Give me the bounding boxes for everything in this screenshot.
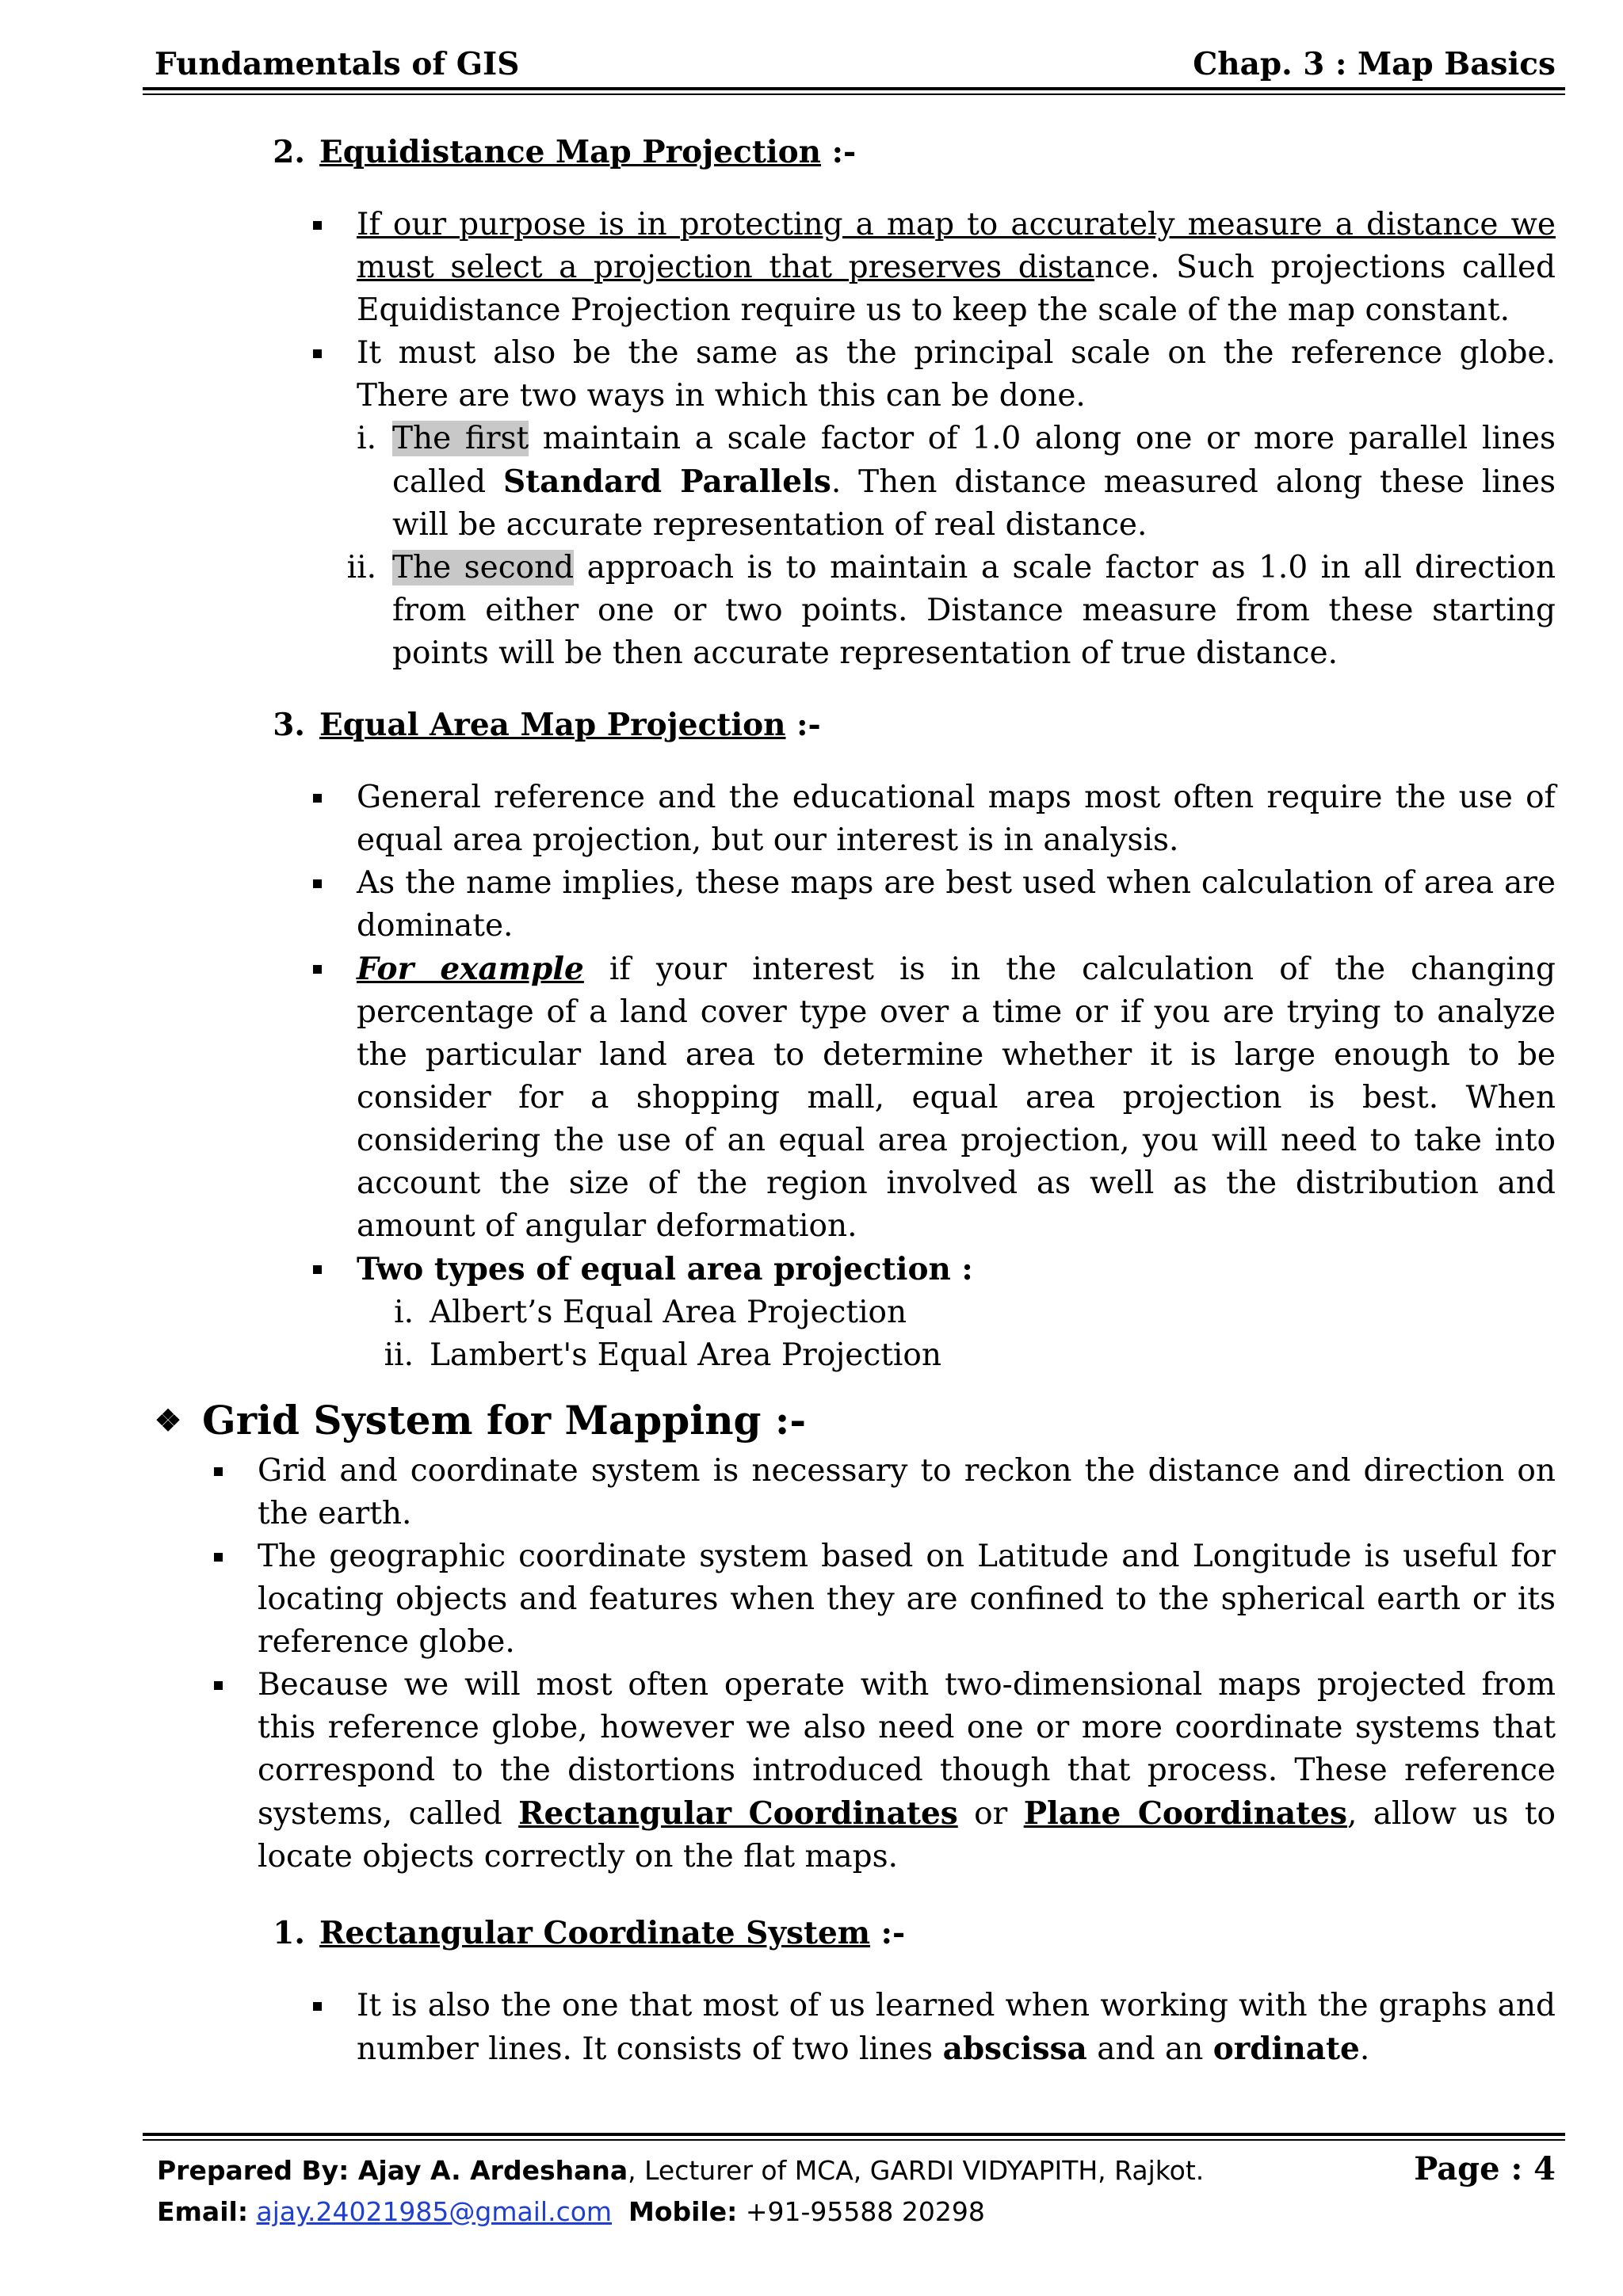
- underlined-text: If our purpose is in protecting a map to accurately measure a distance we must select a projection that preserves dista: [357, 207, 1556, 285]
- main-heading-grid-system: [155, 1399, 1556, 1442]
- bold-term: abscissa: [942, 2031, 1087, 2067]
- roman-numeral: ii.: [384, 1337, 414, 1373]
- text: , allow us to locate objects correctly on the flat maps.: [258, 1796, 1556, 1875]
- heading-text: Grid System for Mapping :-: [202, 1397, 807, 1444]
- equidistance-bullets: [155, 204, 1556, 418]
- square-bullet-icon: [313, 1265, 322, 1274]
- bold-term: ordinate: [1212, 2031, 1360, 2067]
- text: . Then distance measured along these lines will be accurate representation of real distance.: [392, 464, 1556, 543]
- text: It is also the one that most of us learned when working with the graphs and number lines. It consists of two lines: [357, 1988, 1556, 2067]
- highlighted-text: The first: [392, 421, 529, 456]
- section-number: 1.: [273, 1915, 305, 1951]
- text: maintain a scale factor of 1.0 along one or more parallel lines called: [392, 421, 1556, 500]
- text: .: [1359, 2031, 1370, 2067]
- list-item: [357, 204, 1556, 332]
- section-title: Rectangular Coordinate System: [319, 1915, 871, 1951]
- list-item: [394, 1291, 1556, 1334]
- list-item: [357, 862, 1556, 948]
- square-bullet-icon: [313, 2002, 322, 2011]
- text: It must also be the same as the principal scale on the reference globe. There are two ways in which this can be done.: [357, 335, 1556, 414]
- grid-bullets: [155, 1450, 1556, 1878]
- list-item: [357, 1985, 1556, 2071]
- list-item: [384, 1334, 1556, 1377]
- email-link[interactable]: ajay.24021985@gmail.com: [256, 2196, 613, 2227]
- footer-rule-thin: [143, 2139, 1565, 2141]
- section-suffix: :-: [785, 707, 821, 743]
- bold-term: Standard Parallels: [503, 463, 831, 500]
- page-content: [155, 131, 1556, 2071]
- square-bullet-icon: [214, 1467, 223, 1476]
- equal-area-bullets: [155, 776, 1556, 1291]
- text: General reference and the educational maps most often require the use of equal area projection, but our interest is in analysis.: [357, 780, 1556, 858]
- header-book-title: Fundamentals of GIS: [155, 46, 520, 82]
- mobile-number: +91-95588 20298: [745, 2196, 985, 2227]
- section-suffix: :-: [870, 1915, 906, 1951]
- section-title: Equal Area Map Projection: [319, 707, 786, 743]
- equidistance-approaches: [155, 418, 1556, 675]
- author-details: , Lecturer of MCA, GARDI VIDYAPITH, Rajkot.: [628, 2155, 1205, 2186]
- text: nce. Such projections called Equidistance Projection require us to keep the scale of the map constant.: [357, 250, 1556, 328]
- bold-text: Two types of equal area projection :: [357, 1251, 973, 1287]
- text: approach is to maintain a scale factor as 1.0 in all direction from either one or two points. Distance measure from these starting points will be then accurate representation of true distance.: [392, 550, 1556, 671]
- square-bullet-icon: [313, 965, 322, 974]
- rectangular-bullets: [155, 1985, 1556, 2071]
- roman-numeral: i.: [357, 421, 376, 456]
- list-item: [346, 547, 1556, 675]
- emphasis-lead: For example: [357, 951, 584, 987]
- text: Grid and coordinate system is necessary to reckon the distance and direction on the earth.: [258, 1453, 1556, 1531]
- page-number: Page : 4: [1414, 2150, 1556, 2187]
- page-header: [155, 46, 1556, 82]
- text: Albert’s Equal Area Projection: [430, 1295, 907, 1330]
- equal-area-types: [155, 1291, 1556, 1377]
- list-item: [357, 332, 1556, 418]
- text: Because we will most often operate with two-dimensional maps projected from this reference globe, however we also need one or more coordinate systems that correspond to the distortions introduced though that process. These reference systems, called: [258, 1667, 1556, 1832]
- list-item: [357, 418, 1556, 547]
- mobile-label: Mobile:: [628, 2196, 738, 2227]
- text: As the name implies, these maps are best used when calculation of area are dominate.: [357, 865, 1556, 944]
- square-bullet-icon: [313, 794, 322, 803]
- section-title: Equidistance Map Projection: [319, 134, 822, 170]
- email-label: Email:: [157, 2196, 249, 2227]
- section-number: 2.: [273, 134, 305, 170]
- roman-numeral: ii.: [346, 550, 376, 585]
- text: if your interest is in the calculation of the changing percentage of a land cover type over a time or if you are trying to analyze the particular land area to determine whether it is large enough to be consider for a shopping mall, equal area projection is best. When considering the use of an equal area projection, you will need to take into account the size of the region involved as well as the distribution and amount of angular deformation.: [357, 952, 1556, 1244]
- list-item: [258, 1664, 1556, 1878]
- list-item: [357, 776, 1556, 862]
- text: and an: [1086, 2031, 1213, 2067]
- section-suffix: :-: [821, 134, 857, 170]
- square-bullet-icon: [214, 1553, 223, 1562]
- header-rule-thin: [143, 93, 1565, 95]
- header-chapter-title: Chap. 3 : Map Basics: [1193, 46, 1556, 82]
- square-bullet-icon: [313, 879, 322, 888]
- bold-term: Plane Coordinates: [1023, 1795, 1347, 1832]
- section-heading-equal-area: [155, 704, 1556, 746]
- roman-numeral: i.: [394, 1295, 414, 1330]
- diamond-bullet-icon: ❖: [155, 1402, 182, 1438]
- page-footer: [157, 2149, 1556, 2233]
- text: Lambert's Equal Area Projection: [430, 1337, 941, 1373]
- footer-rule-thick: [143, 2133, 1565, 2136]
- square-bullet-icon: [313, 349, 322, 358]
- highlighted-text: The second: [392, 550, 575, 585]
- square-bullet-icon: [313, 221, 322, 230]
- text: or: [957, 1796, 1024, 1832]
- section-heading-rectangular: [155, 1912, 1556, 1955]
- section-heading-equidistance: [155, 131, 1556, 174]
- square-bullet-icon: [214, 1681, 223, 1690]
- text: The geographic coordinate system based on Latitude and Longitude is useful for locating objects and features when they are confined to the spherical earth or its reference globe.: [258, 1539, 1556, 1660]
- header-rule-thick: [143, 87, 1565, 90]
- list-item: [357, 1248, 1556, 1291]
- list-item: [258, 1450, 1556, 1535]
- section-number: 3.: [273, 707, 305, 743]
- list-item: [258, 1535, 1556, 1664]
- bold-term: Rectangular Coordinates: [518, 1795, 958, 1832]
- author-label: Prepared By: Ajay A. Ardeshana: [157, 2155, 628, 2186]
- list-item: [357, 948, 1556, 1248]
